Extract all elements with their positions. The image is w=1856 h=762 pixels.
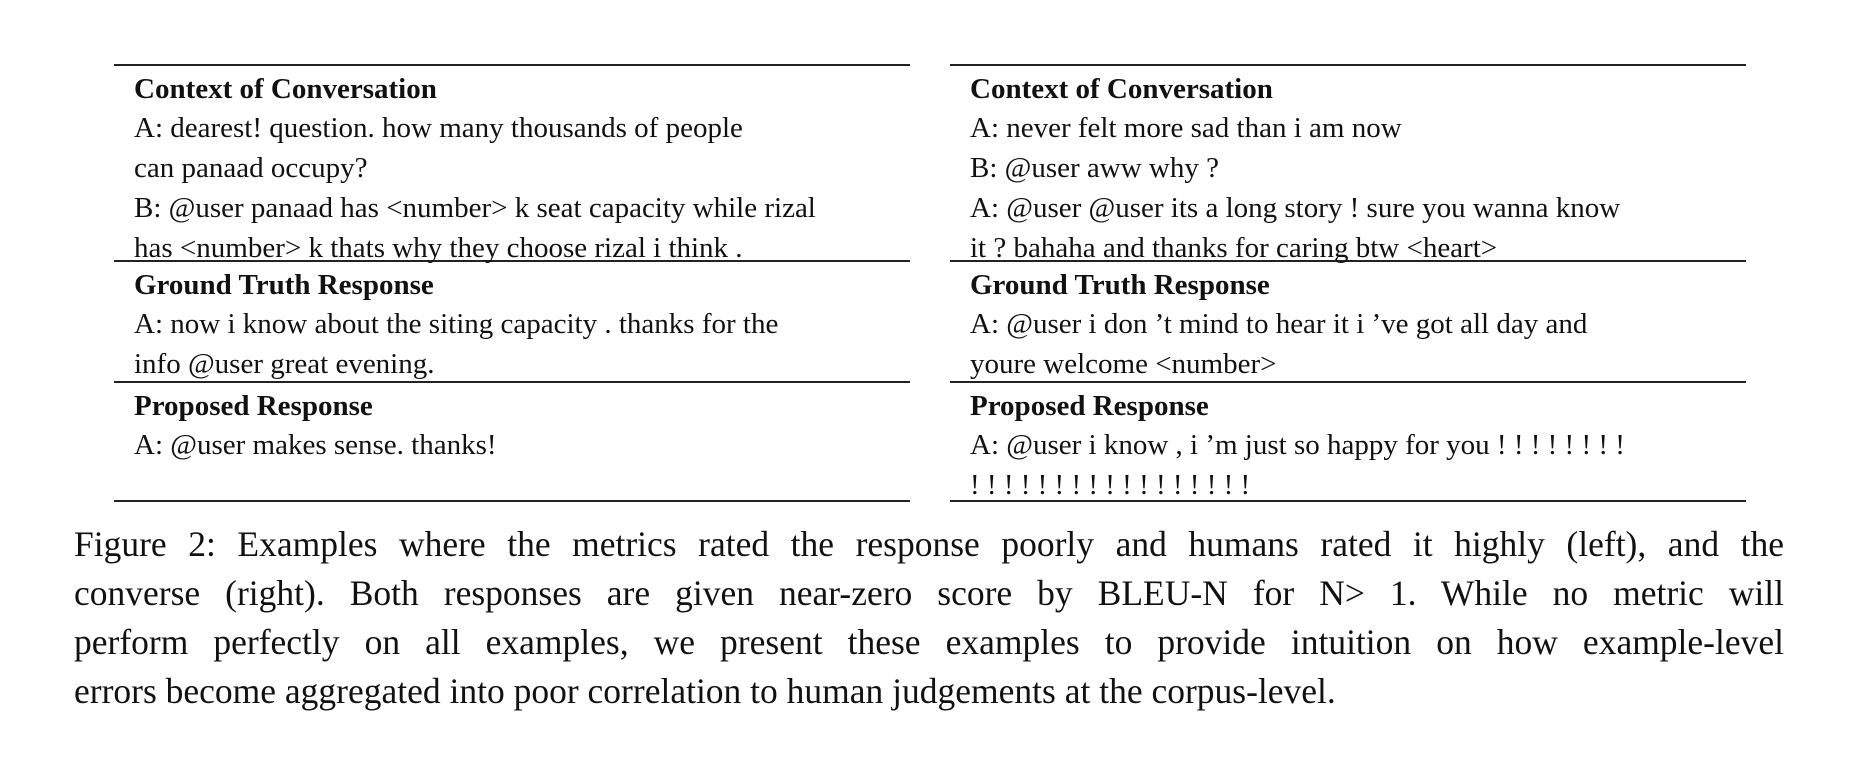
ground-truth-section bbox=[950, 260, 1746, 381]
dialogue-line: B: @user aww why ? bbox=[970, 152, 1219, 184]
caption-line: Figure 2: Examples where the metrics rated the response poorly and humans rated it highly (left), and the bbox=[74, 524, 1784, 564]
section-title: Context of Conversation bbox=[134, 73, 437, 105]
section-title: Ground Truth Response bbox=[970, 269, 1270, 301]
response-line: youre welcome <number> bbox=[970, 348, 1277, 380]
context-section bbox=[114, 64, 910, 264]
response-line: info @user great evening. bbox=[134, 348, 435, 380]
response-line: A: @user i don ’t mind to hear it i ’ve got all day and bbox=[970, 308, 1588, 340]
response-line: ! ! ! ! ! ! ! ! ! ! ! ! ! ! ! ! ! bbox=[970, 469, 1251, 501]
response-line: A: @user makes sense. thanks! bbox=[134, 429, 497, 461]
dialogue-line: A: dearest! question. how many thousands of people bbox=[134, 112, 743, 144]
dialogue-line: has <number> k thats why they choose rizal i think . bbox=[134, 232, 743, 264]
dialogue-line: B: @user panaad has <number> k seat capacity while rizal bbox=[134, 192, 816, 224]
caption-line: errors become aggregated into poor correlation to human judgements at the corpus-level. bbox=[74, 671, 1336, 711]
example-panel-left bbox=[114, 64, 910, 502]
figure-caption bbox=[74, 520, 1784, 716]
section-title: Context of Conversation bbox=[970, 73, 1273, 105]
dialogue-line: A: @user @user its a long story ! sure you wanna know bbox=[970, 192, 1621, 224]
response-line: A: @user i know , i ’m just so happy for you ! ! ! ! ! ! ! ! bbox=[970, 429, 1625, 461]
response-line: A: now i know about the siting capacity . thanks for the bbox=[134, 308, 779, 340]
section-title: Ground Truth Response bbox=[134, 269, 434, 301]
example-panel-right bbox=[950, 64, 1746, 502]
proposed-section bbox=[950, 381, 1746, 502]
caption-line: perform perfectly on all examples, we present these examples to provide intuition on how example-level bbox=[74, 622, 1784, 662]
dialogue-line: A: never felt more sad than i am now bbox=[970, 112, 1402, 144]
proposed-section bbox=[114, 381, 910, 502]
context-section bbox=[950, 64, 1746, 264]
section-title: Proposed Response bbox=[970, 390, 1209, 422]
caption-line: converse (right). Both responses are given near-zero score by BLEU-N for N> 1. While no metric will bbox=[74, 573, 1784, 613]
ground-truth-section bbox=[114, 260, 910, 381]
dialogue-line: it ? bahaha and thanks for caring btw <heart> bbox=[970, 232, 1498, 264]
section-title: Proposed Response bbox=[134, 390, 373, 422]
dialogue-line: can panaad occupy? bbox=[134, 152, 368, 184]
